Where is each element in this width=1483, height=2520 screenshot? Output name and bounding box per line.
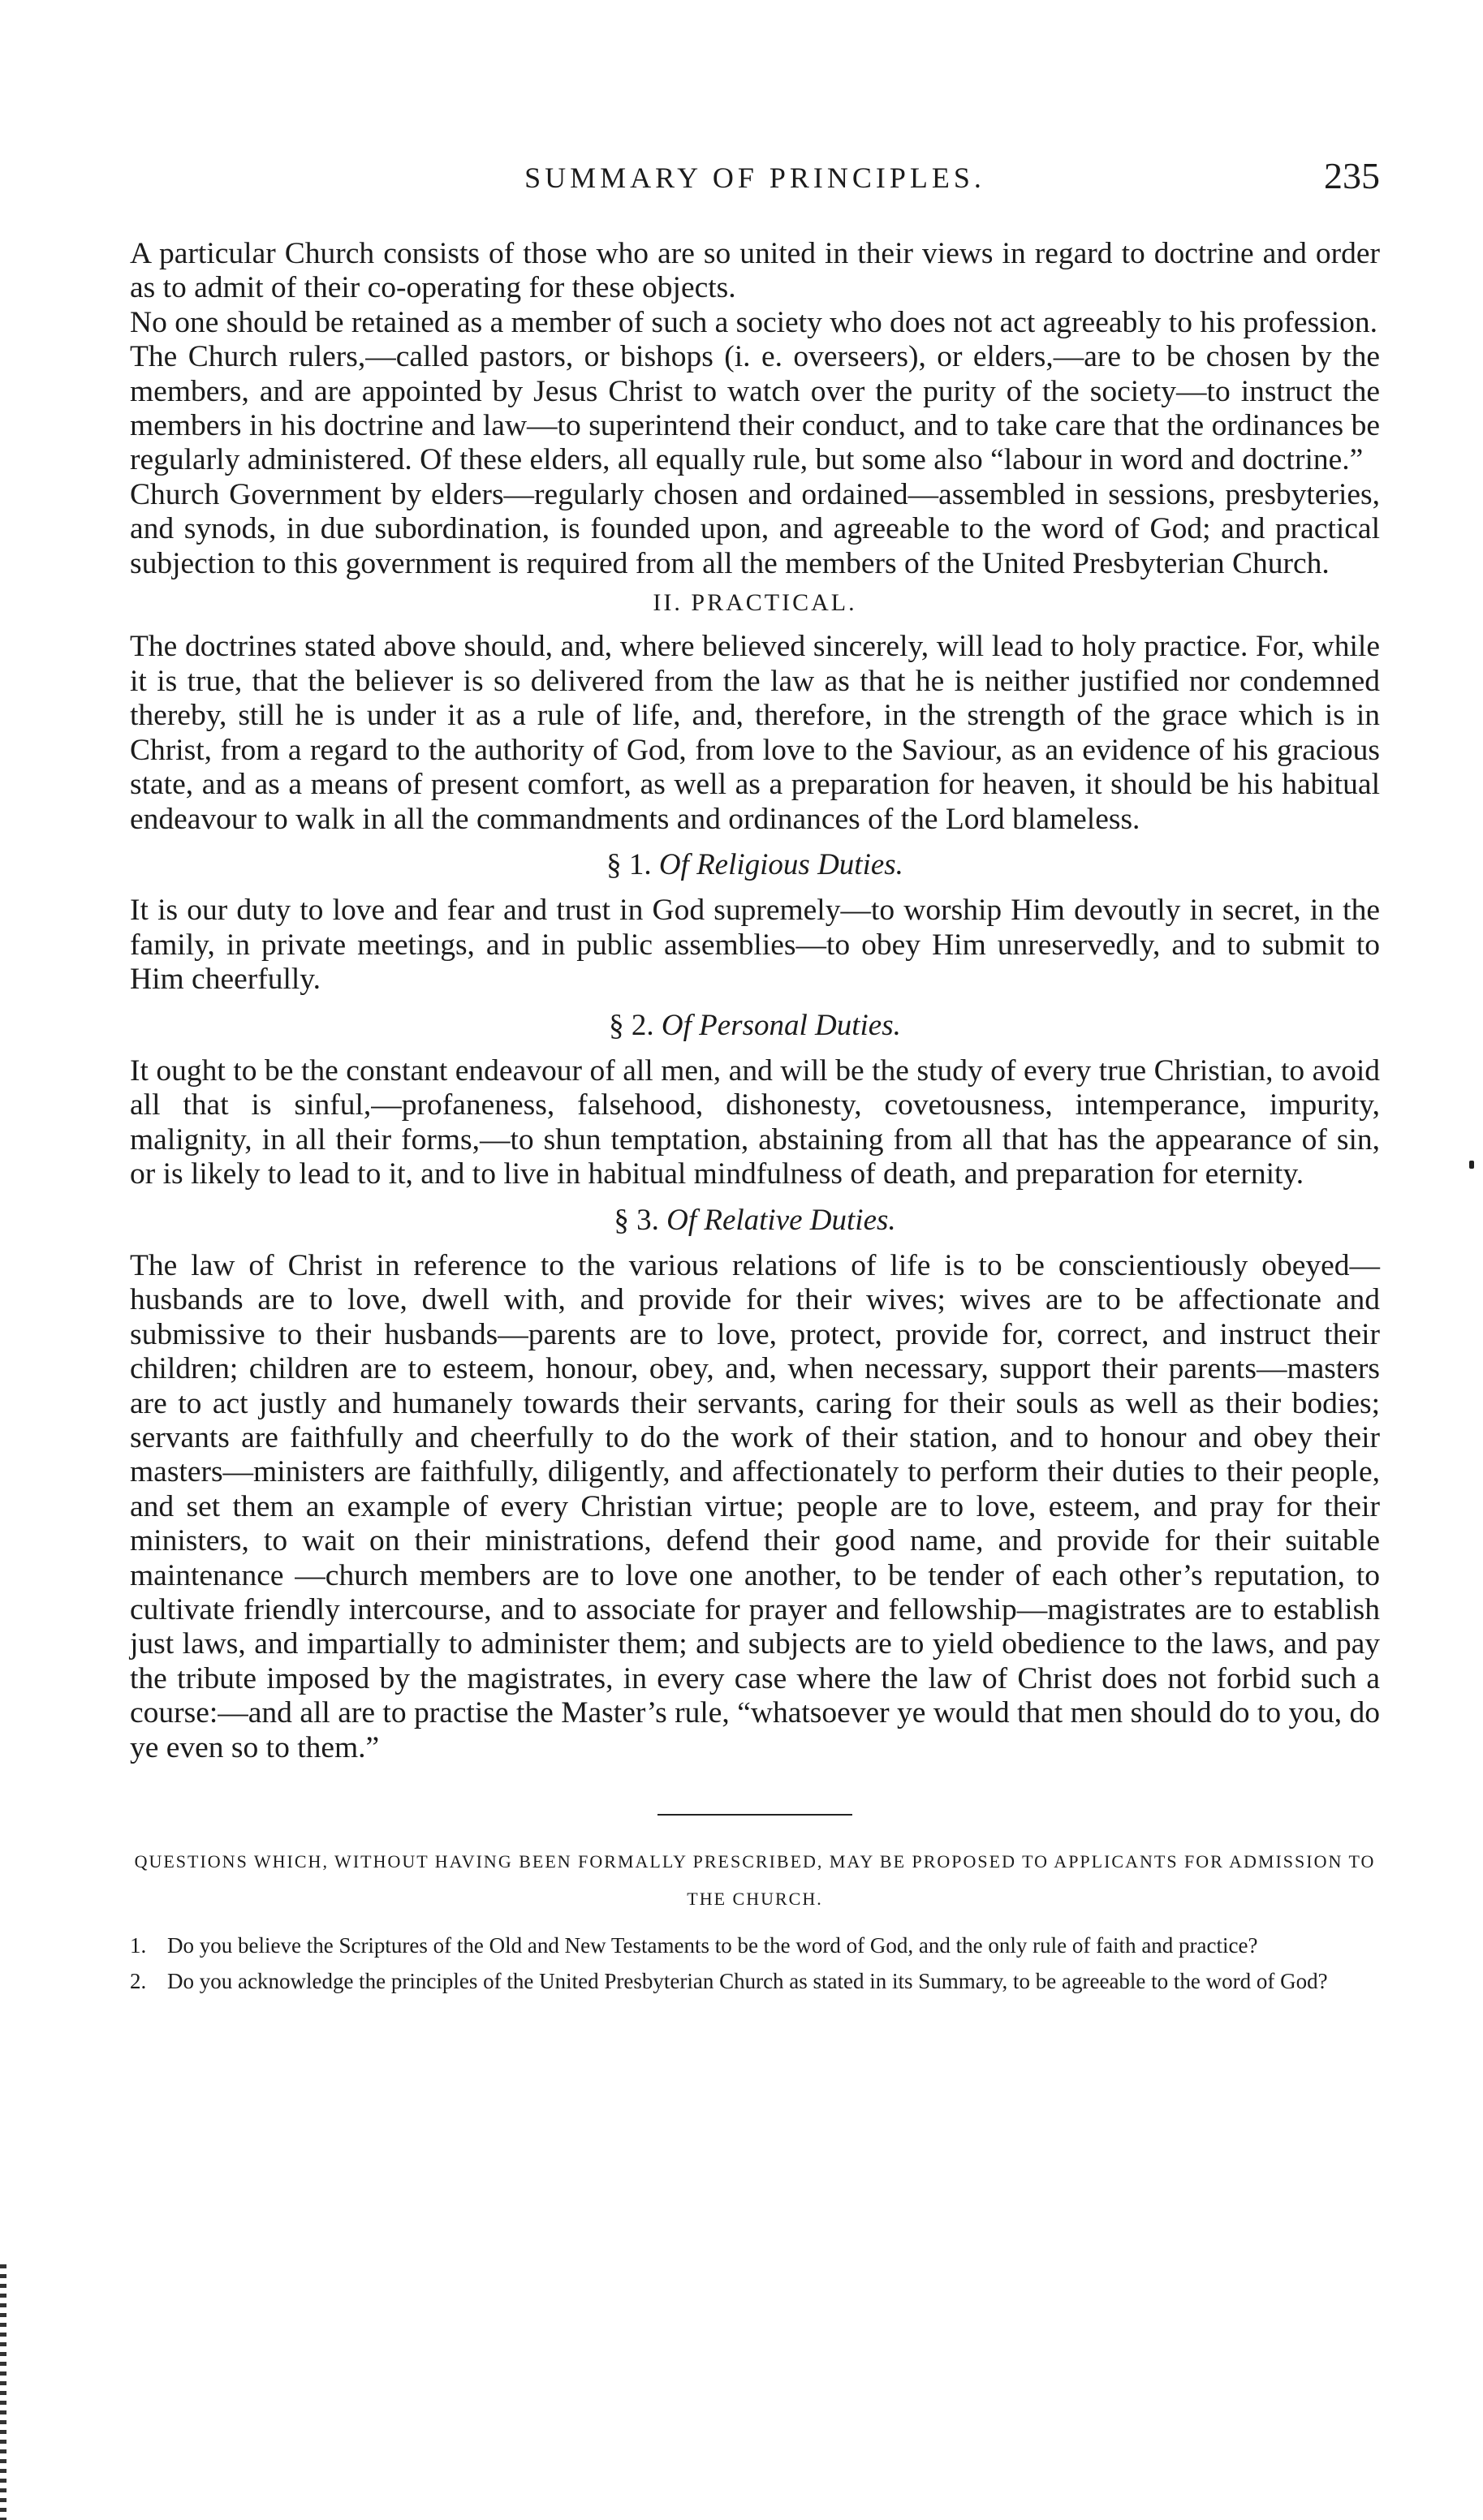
paragraph-religious-duties: It is our duty to love and fear and trust in God supremely—to worship Him devoutly in secret, in the family, in private meetings, and in public assemblies—to obey Him unreservedly, and to submit to Him cheerfully.: [130, 894, 1380, 997]
page-number: 235: [1324, 155, 1380, 196]
question-number: 2.: [130, 1969, 147, 1994]
section-heading-relative: [130, 1204, 1380, 1238]
question-text: Do you believe the Scriptures of the Old and New Testaments to be the word of God, and the only rule of faith and practice?: [167, 1933, 1258, 1958]
questions-heading: QUESTIONS WHICH, WITHOUT HAVING BEEN FORMALLY PRESCRIBED, MAY BE PROPOSED TO APPLICANTS FOR ADMISSION TO THE CHURCH.: [134, 1851, 1376, 1910]
section-symbol: § 2.: [609, 1008, 654, 1042]
section-heading-religious: [130, 848, 1380, 882]
section-title: Of Personal Duties.: [661, 1008, 901, 1042]
paragraph-church: A particular Church consists of those who are so united in their views in regard to doctrine and order as to admit of their co-operating for these objects.: [130, 237, 1380, 305]
paragraph-practical-intro: The doctrines stated above should, and, where believed sincerely, will lead to holy practice. For, while it is true, that the believer is so delivered from the law as that he is neither justified nor condemned thereby, still he is under it as a rule of life, and, therefore, in the strength of the grace which is in Christ, from a regard to the authority of God, from love to the Saviour, as an evidence of his gracious state, and as a means of present comfort, as well as a preparation for heaven, it should be his habitual endeavour to walk in all the commandments and ordinances of the Lord blameless.: [130, 630, 1380, 836]
question-item: [130, 1968, 1380, 1994]
paragraph-relative-duties: The law of Christ in reference to the various relations of life is to be conscientiously obeyed—husbands are to love, dwell with, and provide for their wives; wives are to be affectionate and submissive to their husbands—parents are to love, protect, provide for, correct, and instruct their children; children are to esteem, honour, obey, and, when necessary, support their parents—masters are to act justly and humanely towards their servants, caring for their souls as well as their bodies; servants are faithfully and cheerfully to do the work of their station, and to honour and obey their masters—ministers are faithfully, diligently, and affectionately to perform their duties to their people, and set them an example of every Christian virtue; people are to love, esteem, and pray for their ministers, to wait on their ministrations, defend their good name, and provide for their suitable maintenance —church members are to love one another, to be tender of each other’s reputation, to cultivate friendly intercourse, and to associate for prayer and fellowship—magistrates are to establish just laws, and impartially to administer them; and subjects are to yield obedience to the laws, and pay the tribute imposed by the magistrates, in every case where the law of Christ does not forbid such a course:—and all are to practise the Master’s rule, “whatsoever ye would that men should do to you, do ye even so to them.”: [130, 1248, 1380, 1764]
paragraph-government: Church Government by elders—regularly chosen and ordained—assembled in sessions, presbyteries, and synods, in due subordination, is founded upon, and agreeable to the word of God; and practical subjection to this government is required from all the members of the United Presbyterian Church.: [130, 477, 1380, 580]
paragraph-rulers: The Church rulers,—called pastors, or bishops (i. e. overseers), or elders,—are to be chosen by the members, and are appointed by Jesus Christ to watch over the purity of the society—to instruct the members in his doctrine and law—to superintend their conduct, and to take care that the ordinances be regularly administered. Of these elders, all equally rule, but some also “labour in word and doctrine.”: [130, 340, 1380, 477]
section-symbol: § 1.: [606, 847, 652, 881]
page-header: [130, 154, 1380, 211]
margin-mark: [1469, 1161, 1474, 1169]
section-title: Of Relative Duties.: [666, 1203, 896, 1237]
question-number: 1.: [130, 1933, 147, 1958]
question-text: Do you acknowledge the principles of the United Presbyterian Church as stated in its Summary, to be agreeable to the word of God?: [167, 1969, 1328, 1994]
divider-rule: [657, 1814, 852, 1816]
running-title: SUMMARY OF PRINCIPLES.: [524, 162, 985, 194]
binding-edge: [0, 2264, 6, 2520]
practical-heading: II. PRACTICAL.: [653, 589, 857, 617]
paragraph-personal-duties: It ought to be the constant endeavour of all men, and will be the study of every true Christian, to avoid all that is sinful,—profaneness, falsehood, dishonesty, covetousness, intemperance, impurity, malignity, in all their forms,—to shun temptation, abstaining from all that has the appearance of sin, or is likely to lead to it, and to live in habitual mindfulness of death, and preparation for eternity.: [130, 1053, 1380, 1191]
question-item: [130, 1932, 1380, 1958]
text-body: [130, 237, 1380, 2004]
section-symbol: § 3.: [614, 1203, 659, 1237]
section-title: Of Religious Duties.: [658, 847, 903, 881]
paragraph-membership: No one should be retained as a member of such a society who does not act agreeably to his profession.: [130, 305, 1378, 339]
section-heading-personal: [130, 1009, 1380, 1043]
